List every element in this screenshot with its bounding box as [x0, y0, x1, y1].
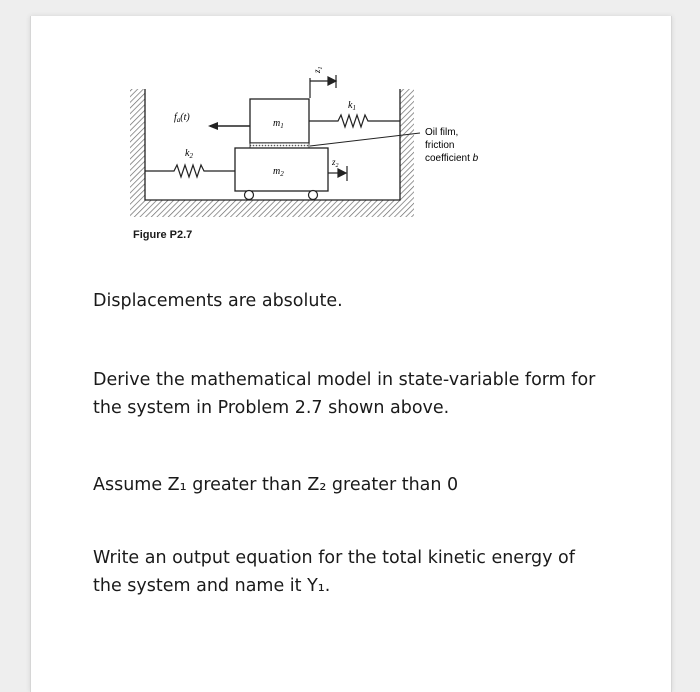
- spring-k1: [309, 115, 400, 127]
- mass-m2-label: $m_2$: [273, 166, 284, 178]
- right-wall: [400, 89, 414, 217]
- applied-force-arrow: [208, 122, 250, 130]
- figure-caption: Figure P2.7: [133, 229, 193, 241]
- problem-statement-2-line-2: the system in Problem 2.7 shown above.: [93, 398, 450, 418]
- svg-text:friction: friction: [425, 140, 455, 151]
- spring-k2-label: $k_2$: [185, 148, 193, 160]
- problem-statement-4-line-2: the system and name it Y₁.: [93, 576, 331, 596]
- svg-text:coefficient b: coefficient b: [425, 153, 479, 164]
- mass-m1-label: $m_1$: [273, 118, 284, 130]
- wheel-right: [309, 191, 318, 200]
- wheel-left: [245, 191, 254, 200]
- mechanical-system-figure: [0, 0, 700, 240]
- displacement-z1-label: $z_1$: [312, 66, 324, 73]
- left-wall: [130, 89, 145, 217]
- displacement-z2-label: $z_2$: [332, 157, 339, 169]
- oil-film: [250, 143, 309, 148]
- svg-text:Oil film,: Oil film,: [425, 127, 459, 138]
- problem-statement-1: Displacements are absolute.: [93, 291, 343, 311]
- problem-statement-4-line-1: Write an output equation for the total kinetic energy of: [93, 548, 575, 568]
- displacement-z1-marker: [310, 75, 336, 98]
- spring-k2: [145, 165, 235, 177]
- problem-statement-3: Assume Z₁ greater than Z₂ greater than 0: [93, 475, 459, 495]
- spring-k1-label: $k_1$: [348, 100, 356, 112]
- ground: [130, 200, 414, 217]
- problem-statement-2-line-1: Derive the mathematical model in state-variable form for: [93, 370, 596, 390]
- oil-film-annotation: [425, 127, 479, 164]
- force-label: $f_a(t)$: [174, 112, 190, 124]
